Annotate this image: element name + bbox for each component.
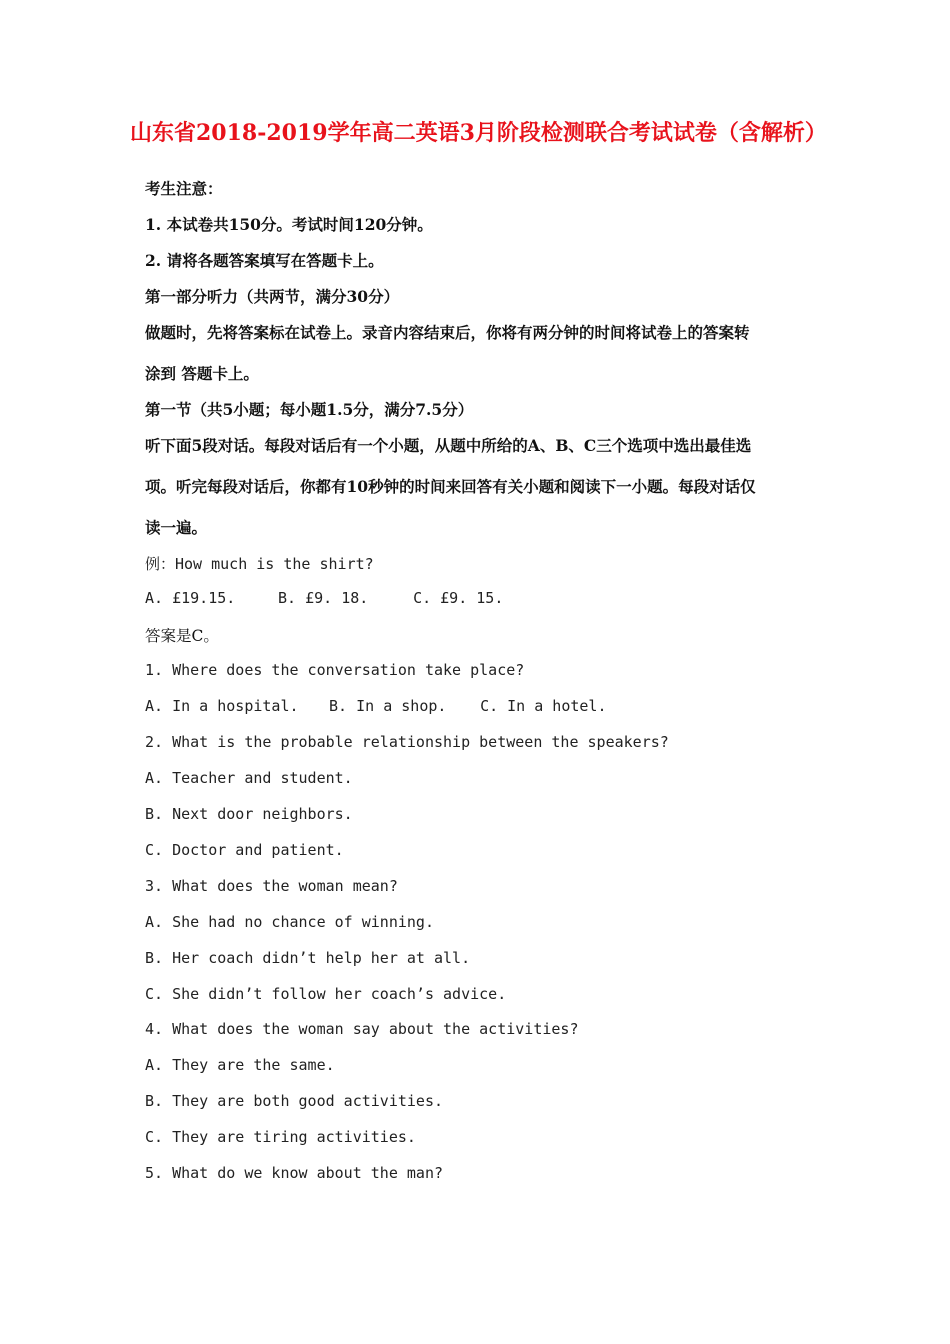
question-3-option-a: A. She had no chance of winning. [145, 913, 434, 931]
section1-heading: 第一节（共5小题；每小题1.5分，满分7.5分） [145, 400, 474, 419]
notice-item-1: 1. 本试卷共150分。考试时间120分钟。 [145, 215, 433, 234]
notice-item-2: 2. 请将各题答案填写在答题卡上。 [145, 251, 384, 270]
question-4-stem: 4. What does the woman say about the activities? [145, 1020, 579, 1038]
example-question: 例：How much is the shirt? [145, 555, 374, 573]
question-2-stem: 2. What is the probable relationship between the speakers? [145, 733, 669, 751]
question-4-option-a: A. They are the same. [145, 1056, 335, 1074]
question-3-option-b: B. Her coach didn’t help her at all. [145, 949, 471, 967]
section1-instruction-line1: 听下面5段对话。每段对话后有一个小题，从题中所给的A、B、C三个选项中选出最佳选 [145, 436, 752, 455]
example-option-b: B. £9. 18. [278, 589, 369, 607]
question-1-option-b: B. In a shop. [329, 697, 447, 715]
question-1-stem: 1. Where does the conversation take place? [145, 661, 525, 679]
example-options [145, 589, 503, 607]
notice-heading: 考生注意： [145, 179, 223, 198]
section1-instruction-line2: 项。听完每段对话后，你都有10秒钟的时间来回答有关小题和阅读下一小题。每段对话仅 [145, 477, 756, 496]
question-3-stem: 3. What does the woman mean? [145, 877, 398, 895]
question-1-option-a: A. In a hospital. [145, 697, 299, 715]
question-2-option-a: A. Teacher and student. [145, 769, 353, 787]
part1-instruction-line1: 做题时，先将答案标在试卷上。录音内容结束后，你将有两分钟的时间将试卷上的答案转 [145, 323, 750, 342]
question-4-option-b: B. They are both good activities. [145, 1092, 444, 1110]
question-5-stem: 5. What do we know about the man? [145, 1164, 444, 1182]
question-1-option-c: C. In a hotel. [480, 697, 607, 715]
part1-heading: 第一部分听力（共两节，满分30分） [145, 287, 400, 306]
question-2-option-b: B. Next door neighbors. [145, 805, 353, 823]
example-answer: 答案是C。 [145, 627, 219, 645]
question-4-option-c: C. They are tiring activities. [145, 1128, 416, 1146]
document-title: 山东省2018-2019学年高二英语3月阶段检测联合考试试卷（含解析） [130, 120, 827, 146]
question-1-options [145, 697, 607, 715]
question-2-option-c: C. Doctor and patient. [145, 841, 344, 859]
part1-instruction-line2: 涂到 答题卡上。 [145, 364, 259, 383]
example-option-c: C. £9. 15. [413, 589, 504, 607]
example-option-a: A. £19.15. [145, 589, 236, 607]
question-3-option-c: C. She didn’t follow her coach’s advice. [145, 985, 507, 1003]
section1-instruction-line3: 读一遍。 [145, 518, 208, 537]
